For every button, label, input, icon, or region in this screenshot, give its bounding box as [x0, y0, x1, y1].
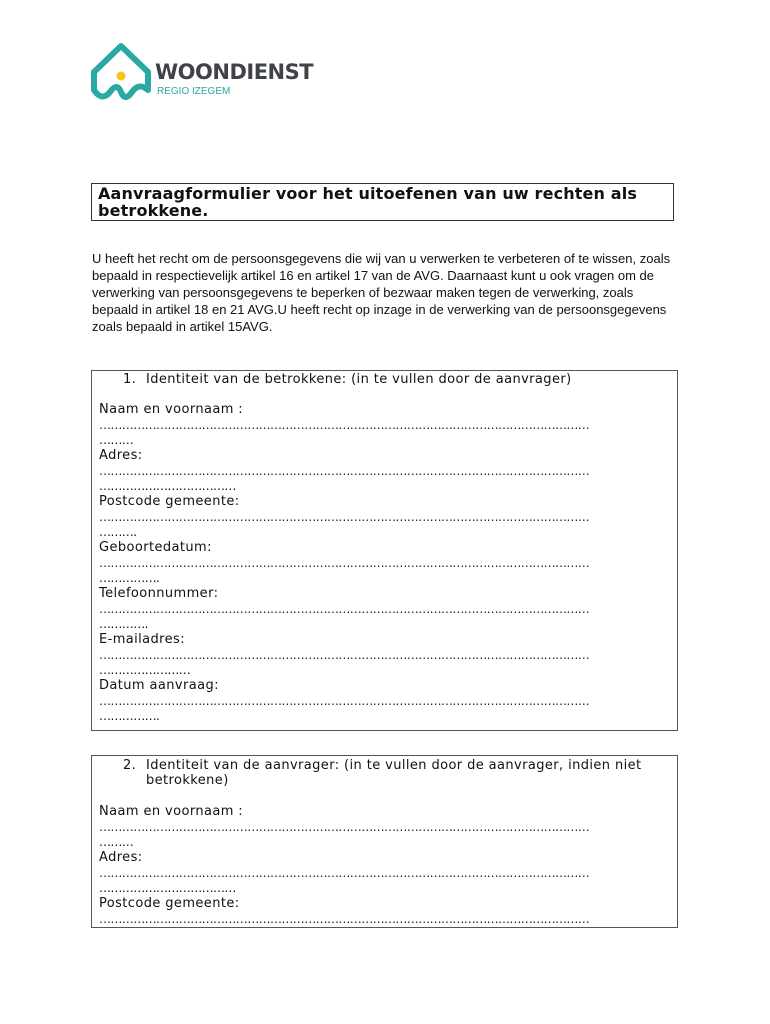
field-label: Naam en voornaam : — [99, 804, 244, 819]
form-title-box — [91, 183, 674, 221]
fill-line-tail[interactable]: ……………. — [99, 571, 160, 585]
field-naam[interactable] — [99, 402, 671, 448]
fill-line-tail[interactable]: ……………. — [99, 709, 160, 723]
fill-line-tail[interactable]: ……… — [99, 835, 134, 849]
field-label: Datum aanvraag: — [99, 678, 219, 693]
brand-name: WOONDIENST — [155, 60, 314, 84]
field-label: Geboortedatum: — [99, 540, 212, 555]
fill-line-tail[interactable]: …………. — [99, 617, 148, 631]
fill-line[interactable]: ………………………………………………………………………………………………………………… — [99, 648, 590, 662]
field-label: E-mailadres: — [99, 632, 185, 647]
fill-line[interactable]: ………………………………………………………………………………………………………………… — [99, 418, 590, 432]
field-label: Adres: — [99, 448, 143, 463]
field-list — [99, 804, 671, 927]
fill-line[interactable]: ………………………………………………………………………………………………………………… — [99, 912, 590, 926]
fill-line[interactable]: ………………………………………………………………………………………………………………… — [99, 602, 590, 616]
field-emailadres[interactable] — [99, 632, 671, 678]
field-label: Naam en voornaam : — [99, 402, 244, 417]
fill-line[interactable]: ………………………………………………………………………………………………………………… — [99, 510, 590, 524]
section-number: 2. — [123, 758, 137, 773]
field-adres[interactable] — [99, 850, 671, 896]
section-heading — [99, 758, 669, 788]
field-adres[interactable] — [99, 448, 671, 494]
field-telefoonnummer[interactable] — [99, 586, 671, 632]
field-label: Postcode gemeente: — [99, 494, 240, 509]
house-wave-logo-icon — [90, 42, 152, 106]
field-naam[interactable] — [99, 804, 671, 850]
field-label: Postcode gemeente: — [99, 896, 240, 911]
form-title: Aanvraagformulier voor het uitoefenen van uw rechten als betrokkene. — [98, 184, 638, 220]
brand-subtitle: REGIO IZEGEM — [157, 86, 231, 97]
fill-line[interactable]: ………………………………………………………………………………………………………………… — [99, 694, 590, 708]
fill-line-tail[interactable]: ……… — [99, 433, 134, 447]
section-title: Identiteit van de betrokkene: (in te vullen door de aanvrager) — [146, 372, 572, 387]
section-betrokkene — [91, 370, 678, 731]
field-postcode-gemeente[interactable] — [99, 896, 671, 927]
field-list — [99, 402, 671, 724]
section-number: 1. — [123, 372, 137, 387]
fill-line-tail[interactable]: ………. — [99, 525, 137, 539]
field-geboortedatum[interactable] — [99, 540, 671, 586]
fill-line-tail[interactable]: ……………………………… — [99, 479, 236, 493]
section-heading — [99, 372, 669, 387]
field-postcode-gemeente[interactable] — [99, 494, 671, 540]
field-label: Telefoonnummer: — [99, 586, 219, 601]
fill-line[interactable]: ………………………………………………………………………………………………………………… — [99, 820, 590, 834]
field-datum-aanvraag[interactable] — [99, 678, 671, 724]
woondienst-logo — [90, 42, 330, 108]
field-label: Adres: — [99, 850, 143, 865]
section-title: Identiteit van de aanvrager: (in te vullen door de aanvrager, indien niet betrokkene) — [146, 758, 642, 788]
intro-paragraph: U heeft het recht om de persoonsgegevens die wij van u verwerken te verbeteren of te wissen, zoals bepaald in respectievelijk artikel 16 en artikel 17 van de AVG. Daarnaast kunt u ook vragen om de verwerking van persoonsgegevens te beperken of bezwaar maken tegen de verwerking, zoals bepaald in artikel 18 en 21 AVG.U heeft recht op inzage in de verwerking van de persoonsgegevens zoals bepaald in artikel 15AVG. — [92, 251, 671, 334]
fill-line[interactable]: ………………………………………………………………………………………………………………… — [99, 556, 590, 570]
fill-line[interactable]: ………………………………………………………………………………………………………………… — [99, 464, 590, 478]
fill-line[interactable]: ………………………………………………………………………………………………………………… — [99, 866, 590, 880]
fill-line-tail[interactable]: …………………… — [99, 663, 191, 677]
fill-line-tail[interactable]: ……………………………… — [99, 881, 236, 895]
section-aanvrager — [91, 755, 678, 928]
